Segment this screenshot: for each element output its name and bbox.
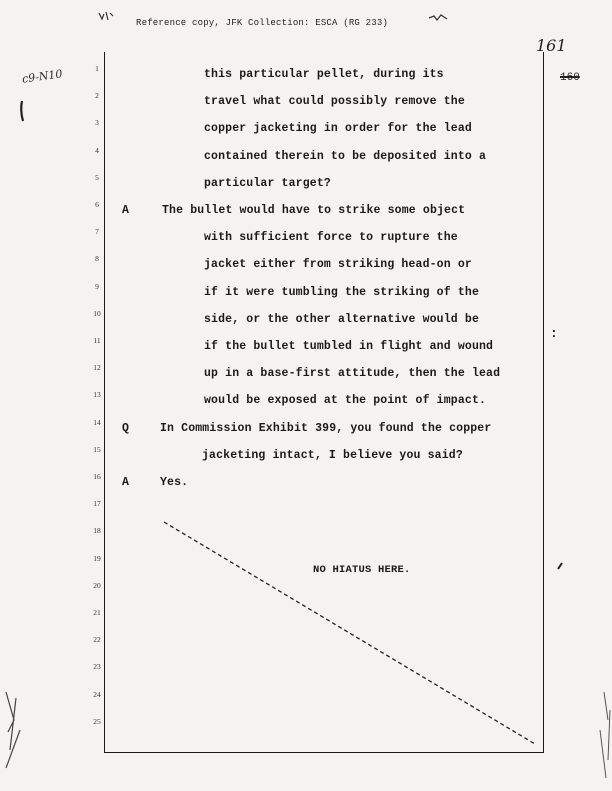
line-number: 9 bbox=[95, 281, 99, 291]
right-edge-scratch-marks bbox=[596, 690, 612, 780]
line-number: 7 bbox=[95, 227, 99, 237]
transcript-line: Yes. bbox=[160, 476, 189, 489]
reference-header: Reference copy, JFK Collection: ESCA (RG 233) bbox=[136, 18, 389, 28]
transcript-line: copper jacketing in order for the lead bbox=[204, 122, 472, 136]
transcript-line: this particular pellet, during its bbox=[204, 68, 444, 81]
transcript-line: The bullet would have to strike some object bbox=[162, 204, 466, 217]
line-number: 10 bbox=[93, 308, 101, 318]
line-number: 24 bbox=[93, 689, 101, 699]
line-number: 21 bbox=[93, 608, 101, 617]
line-number: 4 bbox=[95, 145, 99, 155]
transcript-line: travel what could possibly remove the bbox=[204, 95, 465, 109]
line-number: 20 bbox=[93, 580, 101, 590]
speaker-label: Q bbox=[122, 421, 129, 435]
transcript-line: up in a base-first attitude, then the lead bbox=[204, 367, 501, 381]
line-number: 11 bbox=[93, 336, 101, 345]
line-number: 17 bbox=[93, 499, 101, 509]
left-edge-scratch-marks bbox=[2, 690, 26, 770]
margin-handwritten-stroke bbox=[18, 100, 26, 122]
right-margin-mark: : bbox=[550, 326, 558, 341]
line-number: 8 bbox=[95, 254, 99, 264]
hiatus-diagonal-line bbox=[160, 518, 540, 748]
hiatus-note: NO HIATUS HERE. bbox=[313, 564, 411, 576]
line-number: 22 bbox=[93, 635, 101, 645]
line-number: 18 bbox=[93, 526, 101, 536]
line-number: 14 bbox=[93, 417, 101, 427]
transcript-line: jacket either from striking head-on or bbox=[204, 258, 472, 272]
transcript-line: would be exposed at the point of impact. bbox=[204, 394, 487, 408]
line-number: 15 bbox=[93, 444, 101, 454]
line-number: 19 bbox=[93, 553, 101, 563]
line-number: 12 bbox=[93, 363, 101, 373]
page-number-handwritten: 161 bbox=[536, 36, 567, 55]
header-handwritten-mark bbox=[98, 10, 114, 22]
right-margin-dot bbox=[556, 562, 564, 570]
transcript-line: particular target? bbox=[204, 176, 331, 190]
line-number: 3 bbox=[95, 118, 99, 128]
line-number: 6 bbox=[95, 200, 99, 209]
margin-tape-code: c9-N10 bbox=[21, 67, 64, 86]
transcript-line: jacketing intact, I believe you said? bbox=[202, 448, 463, 462]
line-number: 1 bbox=[95, 64, 99, 73]
line-number: 25 bbox=[93, 716, 101, 726]
transcript-line: contained therein to be deposited into a bbox=[204, 149, 487, 163]
speaker-label: A bbox=[122, 476, 129, 489]
line-number: 23 bbox=[93, 662, 101, 672]
line-number: 16 bbox=[93, 472, 101, 481]
line-number: 5 bbox=[95, 172, 99, 182]
transcript-line: if it were tumbling the striking of the bbox=[204, 285, 479, 299]
header-stamp-mark bbox=[428, 14, 448, 22]
page-number-struck: 160 bbox=[560, 72, 580, 84]
transcript-line: side, or the other alternative would be bbox=[204, 312, 479, 326]
transcript-line: In Commission Exhibit 399, you found the copper bbox=[160, 421, 492, 435]
speaker-label: A bbox=[122, 204, 129, 217]
line-number: 2 bbox=[95, 91, 99, 101]
transcript-line: with sufficient force to rupture the bbox=[204, 231, 458, 245]
line-number: 13 bbox=[93, 390, 101, 400]
transcript-line: if the bullet tumbled in flight and wound bbox=[204, 340, 494, 353]
